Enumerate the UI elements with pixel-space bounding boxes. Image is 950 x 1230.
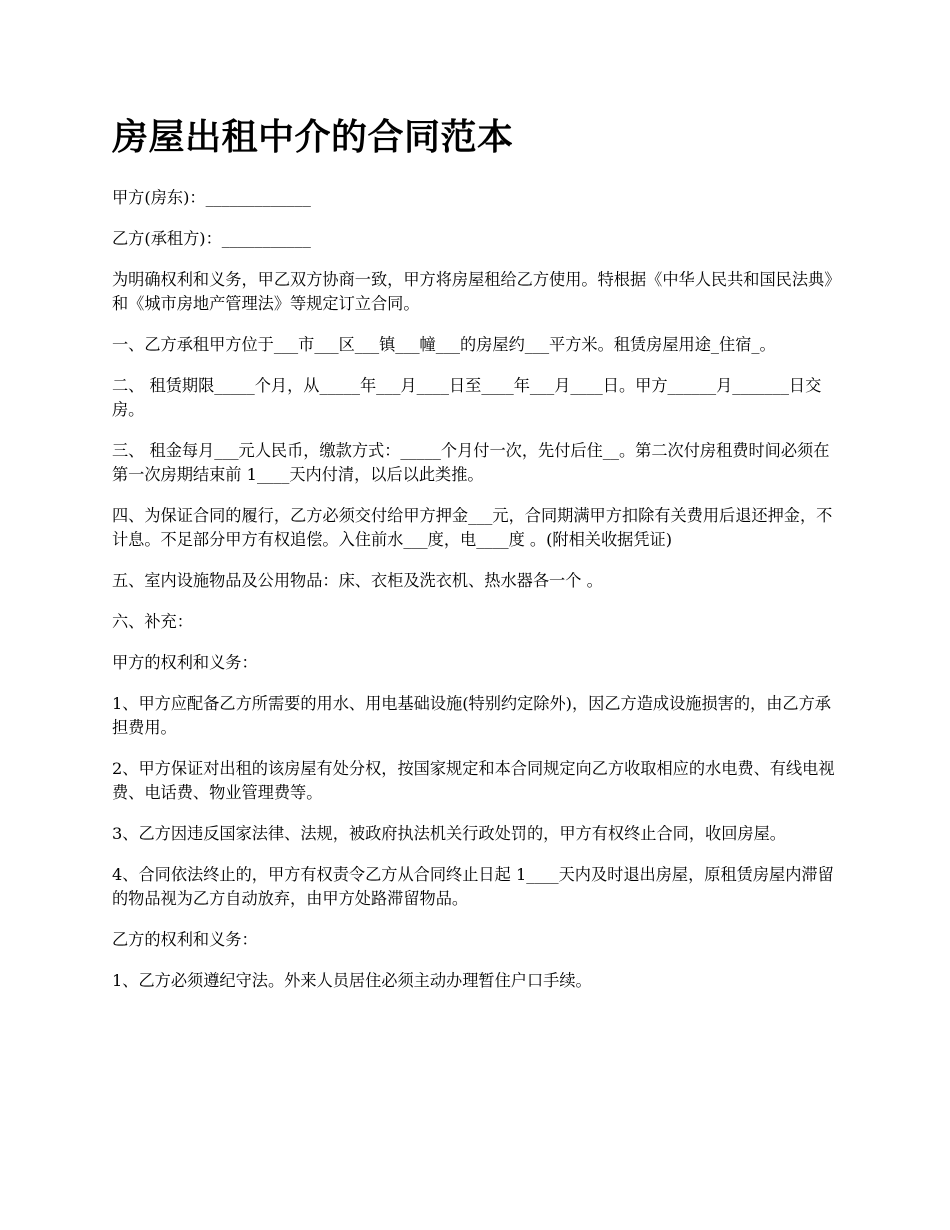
party-b-rights-heading: 乙方的权利和义务： bbox=[112, 930, 258, 949]
party-a-rights-heading: 甲方的权利和义务： bbox=[112, 653, 258, 672]
party-a-right-4: 4、合同依法终止的，甲方有权责令乙方从合同终止日起 1____天内及时退出房屋，原租赁房屋内滞留的物品视为乙方自动放弃，由甲方处路滞留物品。 bbox=[112, 865, 834, 908]
clause-1-property: 一、乙方承租甲方位于___市___区___镇___幢___的房屋约___平方米。租赁房屋用途_住宿_。 bbox=[112, 335, 776, 354]
clause-3-rent: 三、 租金每月___元人民币，缴款方式：_____个月付一次，先付后住__。第二次付房租费时间必须在第一次房期结束前 1____天内付清，以后以此类推。 bbox=[112, 441, 830, 484]
document-page bbox=[112, 110, 840, 1010]
party-a-line: 甲方(房东)：_____________ bbox=[112, 188, 311, 207]
party-a-right-1: 1、甲方应配备乙方所需要的用水、用电基础设施(特别约定除外)，因乙方造成设施损害的，由乙方承担费用。 bbox=[112, 694, 831, 737]
clause-4-deposit: 四、为保证合同的履行，乙方必须交付给甲方押金___元，合同期满甲方扣除有关费用后退还押金，不计息。不足部分甲方有权追偿。入住前水___度，电____度 。(附相关收据凭证) bbox=[112, 506, 833, 549]
party-b-line: 乙方(承租方)：___________ bbox=[112, 229, 311, 248]
party-b-right-1: 1、乙方必须遵纪守法。外来人员居住必须主动办理暂住户口手续。 bbox=[112, 971, 592, 990]
document-title: 房屋出租中介的合同范本 bbox=[112, 116, 514, 158]
party-a-right-3: 3、乙方因违反国家法律、法规，被政府执法机关行政处罚的，甲方有权终止合同，收回房屋。 bbox=[112, 824, 786, 843]
contract-preamble: 为明确权利和义务，甲乙双方协商一致，甲方将房屋租给乙方使用。特根据《中华人民共和国民法典》和《城市房地产管理法》等规定订立合同。 bbox=[112, 270, 833, 313]
clause-5-facilities: 五、室内设施物品及公用物品：床、衣柜及洗衣机、热水器各一个 。 bbox=[112, 571, 603, 590]
party-a-right-2: 2、甲方保证对出租的该房屋有处分权，按国家规定和本合同规定向乙方收取相应的水电费、有线电视费、电话费、物业管理费等。 bbox=[112, 759, 835, 802]
clause-2-lease-term: 二、 租赁期限_____个月，从_____年___月____日至____年___月____日。甲方______月_______日交房。 bbox=[112, 376, 822, 419]
clause-6-supplement: 六、补充： bbox=[112, 612, 193, 631]
